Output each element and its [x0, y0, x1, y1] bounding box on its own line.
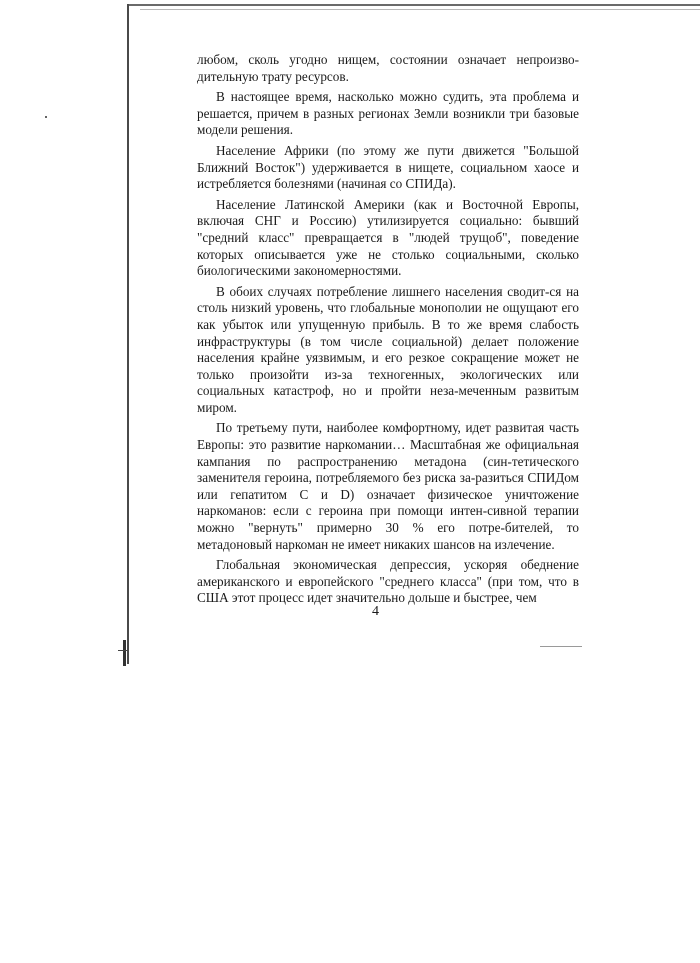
paragraph-1: любом, сколь угодно нищем, состоянии означает непроизво-дительную трату ресурсов.	[197, 52, 579, 84]
scan-edge-left	[127, 4, 129, 664]
paragraph-2: В настоящее время, насколько можно судить, эта проблема и решается, причем в разных регионах Земли возникли три базовые модели решения.	[197, 89, 579, 138]
paragraph-7: Глобальная экономическая депрессия, ускоряя обеднение американского и европейского "среднего класса" (при том, что в США этот процесс идет значительно дольше и быстрее, чем	[197, 557, 579, 606]
scan-edge-top-secondary	[140, 9, 700, 10]
page-body	[197, 52, 579, 611]
scan-dash-mark	[540, 646, 582, 647]
paragraph-5: В обоих случаях потребление лишнего населения сводит-ся на столь низкий уровень, что глобальные монополии не ощущают его как убыток или упущенную прибыль. В то же время слабость инфраструктуры (в том числе социальной) делает положение населения крайне уязвимым, и его резкое сокращение может не только произойти из-за техногенных, экологических или социальных катастроф, но и пройти неза-меченным развитым миром.	[197, 283, 579, 415]
scan-tick-mark	[118, 650, 128, 651]
paragraph-6: По третьему пути, наиболее комфортному, идет развитая часть Европы: это развитие наркомании… Масштабная же официальная кампания по распространению метадона (син-тетического заменителя героина, потребляемого без риска за-разиться СПИДом или гепатитом С и D) означает физическое уничтожение наркоманов: если с героина при помощи интен-сивной терапии можно "вернуть" примерно 30 % его потре-бителей, то метадоновый наркоман не имеет никаких шансов на излечение.	[197, 420, 579, 552]
scan-edge-top	[128, 4, 700, 6]
paragraph-4: Население Латинской Америки (как и Восточной Европы, включая СНГ и Россию) утилизируется социально: бывший "средний класс" превращается в "людей трущоб", поведение которых описывается уже не столько социальными, сколько биологическими закономерностями.	[197, 196, 579, 279]
paragraph-3: Население Африки (по этому же пути движется "Большой Ближний Восток") удерживается в нищете, социальном хаосе и истребляется болезнями (начиная со СПИДа).	[197, 142, 579, 192]
scan-dust-dot	[45, 116, 47, 118]
scan-edge-left-tail	[123, 640, 126, 666]
page-number: 4	[372, 604, 379, 619]
